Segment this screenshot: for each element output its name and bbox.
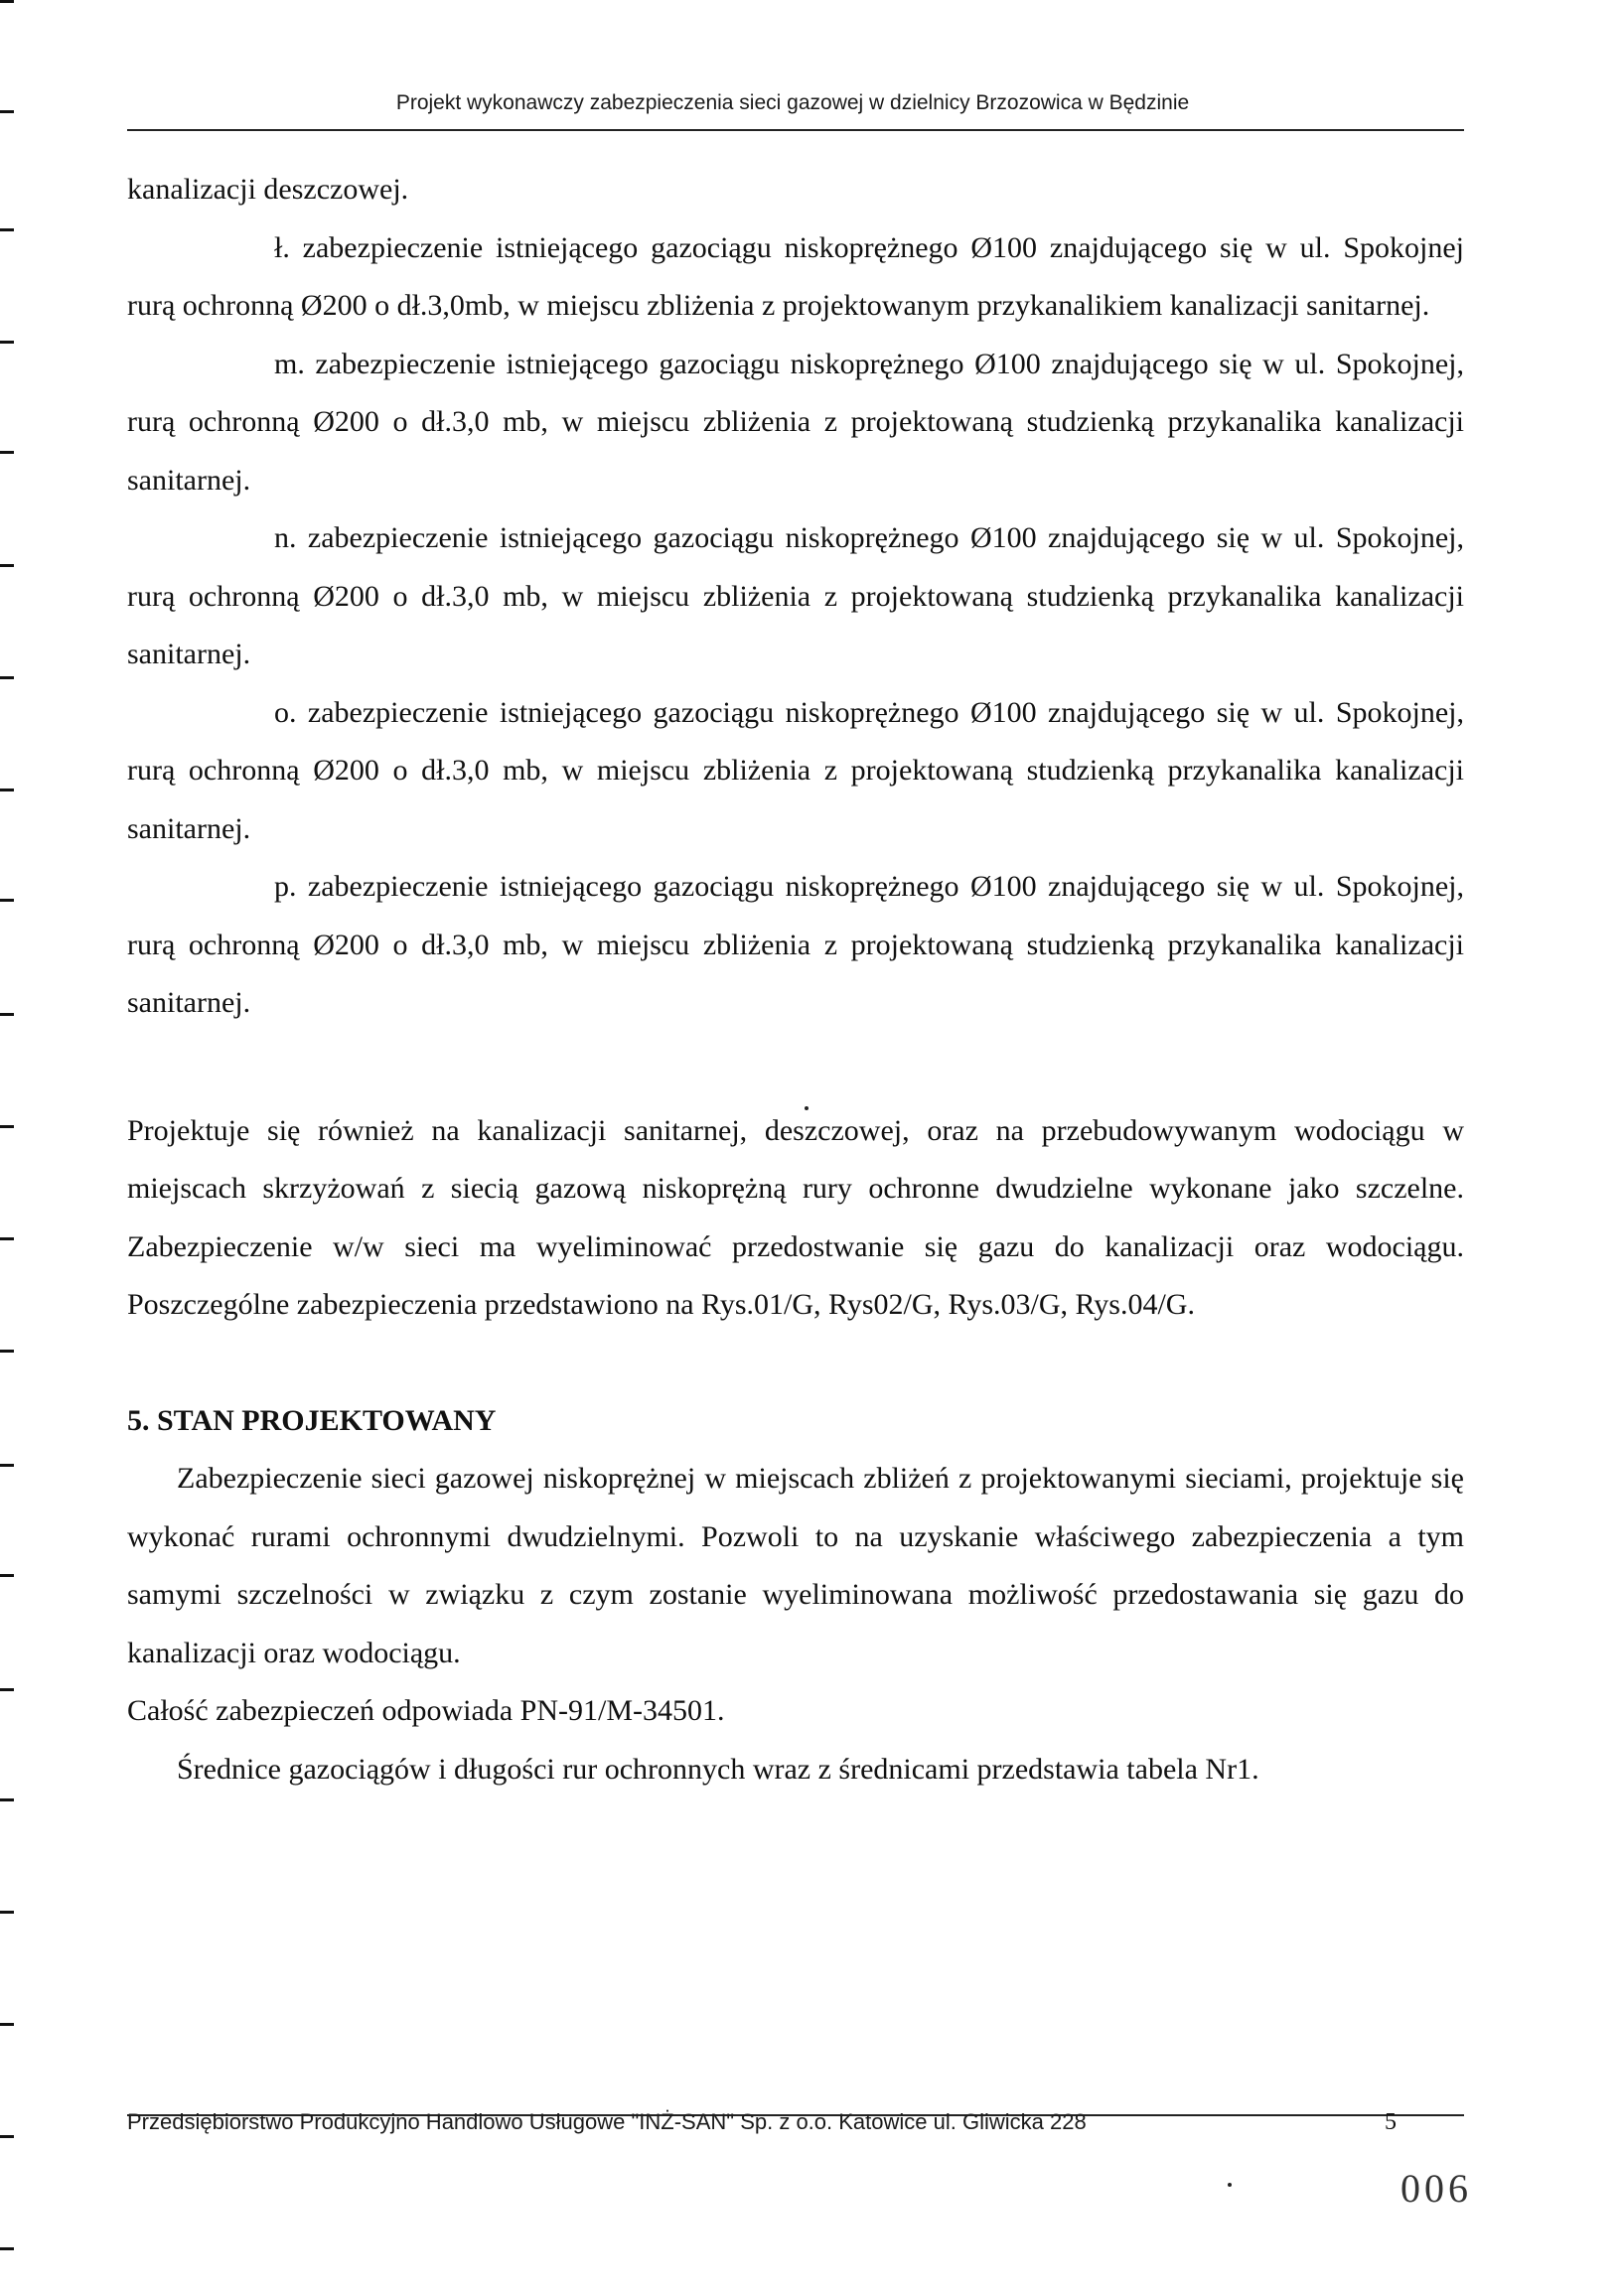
footer-company: Przedsiębiorstwo Produkcyjno Handlowo Usługowe "INŻ-SAN" Sp. z o.o. Katowice ul. Gliwicka 228 (127, 2109, 1087, 2134)
paragraph-gap (127, 1033, 1464, 1102)
body-paragraph: Projektuje się również na kanalizacji sanitarnej, deszczowej, oraz na przebudowywanym wodociągu w miejscach skrzyżowań z siecią gazową niskoprężną rury ochronne dwudzielne wykonane jako szczelne. Zabezpieczenie w/w sieci ma wyeliminować przedostwanie się gazu do kanalizacji oraz wodociągu. Poszczególne zabezpieczenia przedstawiono na Rys.01/G, Rys02/G, Rys.03/G, Rys.04/G. (127, 1113, 1464, 1321)
margin-mark (0, 899, 14, 902)
list-item-p: p. zabezpieczenie istniejącego gazociągu niskoprężnego Ø100 znajdującego się w ul. Spokojnej, rurą ochronną Ø200 o dł.3,0 mb, w miejscu zbliżenia z projektowaną studzienką przykanalika kanalizacji sanitarnej. (127, 870, 1464, 1019)
margin-mark (0, 341, 14, 344)
page-number: 5 (1385, 2109, 1397, 2135)
running-header: Projekt wykonawczy zabezpieczenia sieci gazowej w dzielnicy Brzozowica w Będzinie (395, 91, 1190, 114)
list-item-n: n. zabezpieczenie istniejącego gazociągu niskoprężnego Ø100 znajdującego się w ul. Spokojnej, rurą ochronną Ø200 o dł.3,0 mb, w miejscu zbliżenia z projektowaną studzienką przykanalika kanalizacji sanitarnej. (127, 521, 1464, 670)
margin-mark (0, 676, 14, 679)
margin-mark (0, 1574, 14, 1577)
list-item-l: ł. zabezpieczenie istniejącego gazociągu niskoprężnego Ø100 znajdującego się w ul. Spokojnej rurą ochronną Ø200 o dł.3,0mb, w miejscu zbliżenia z projektowanym przykanalikiem kanalizacji sanitarnej. (127, 230, 1464, 322)
margin-mark (0, 1798, 14, 1801)
margin-mark (0, 1013, 14, 1016)
list-item-m: m. zabezpieczenie istniejącego gazociągu niskoprężnego Ø100 znajdującego się w ul. Spokojnej, rurą ochronną Ø200 o dł.3,0 mb, w miejscu zbliżenia z projektowaną studzienką przykanalika kanalizacji sanitarnej. (127, 347, 1464, 497)
margin-mark (0, 2135, 14, 2138)
page-content (127, 161, 1464, 1798)
margin-mark (0, 789, 14, 791)
margin-mark (0, 1688, 14, 1691)
scan-speck (1228, 2183, 1232, 2187)
section-gap (127, 1335, 1464, 1392)
section-heading: 5. STAN PROJEKTOWANY (127, 1403, 497, 1437)
margin-mark (0, 110, 14, 113)
margin-mark (0, 1350, 14, 1353)
margin-mark (0, 564, 14, 567)
margin-mark (0, 1237, 14, 1240)
section-paragraph: Zabezpieczenie sieci gazowej niskoprężnej w miejscach zbliżeń z projektowanymi sieciami, projektuje się wykonać rurami ochronnymi dwudzielnymi. Pozwoli to na uzyskanie właściwego zabezpieczenia a tym samymi szczelności w związku z czym zostanie wyeliminowana możliwość przedostawania się gazu do kanalizacji oraz wodociągu. (127, 1462, 1464, 1669)
header-rule (127, 129, 1464, 131)
standard-line: Całość zabezpieczeń odpowiada PN-91/M-34501. (127, 1694, 725, 1727)
margin-mark (0, 451, 14, 454)
margin-mark (0, 1125, 14, 1128)
margin-mark (0, 2023, 14, 2026)
margin-mark (0, 228, 14, 231)
margin-mark (0, 2247, 14, 2250)
margin-mark (0, 1911, 14, 1914)
scan-speck (805, 1106, 809, 1110)
margin-mark (0, 0, 14, 3)
list-item-o: o. zabezpieczenie istniejącego gazociągu niskoprężnego Ø100 znajdującego się w ul. Spokojnej, rurą ochronną Ø200 o dł.3,0 mb, w miejscu zbliżenia z projektowaną studzienką przykanalika kanalizacji sanitarnej. (127, 695, 1464, 845)
table-reference-line: Średnice gazociągów i długości rur ochronnych wraz z średnicami przedstawia tabela Nr1. (177, 1752, 1259, 1786)
margin-mark (0, 1464, 14, 1467)
intro-line: kanalizacji deszczowej. (127, 173, 409, 206)
stamp-number: 006 (1400, 2166, 1472, 2211)
